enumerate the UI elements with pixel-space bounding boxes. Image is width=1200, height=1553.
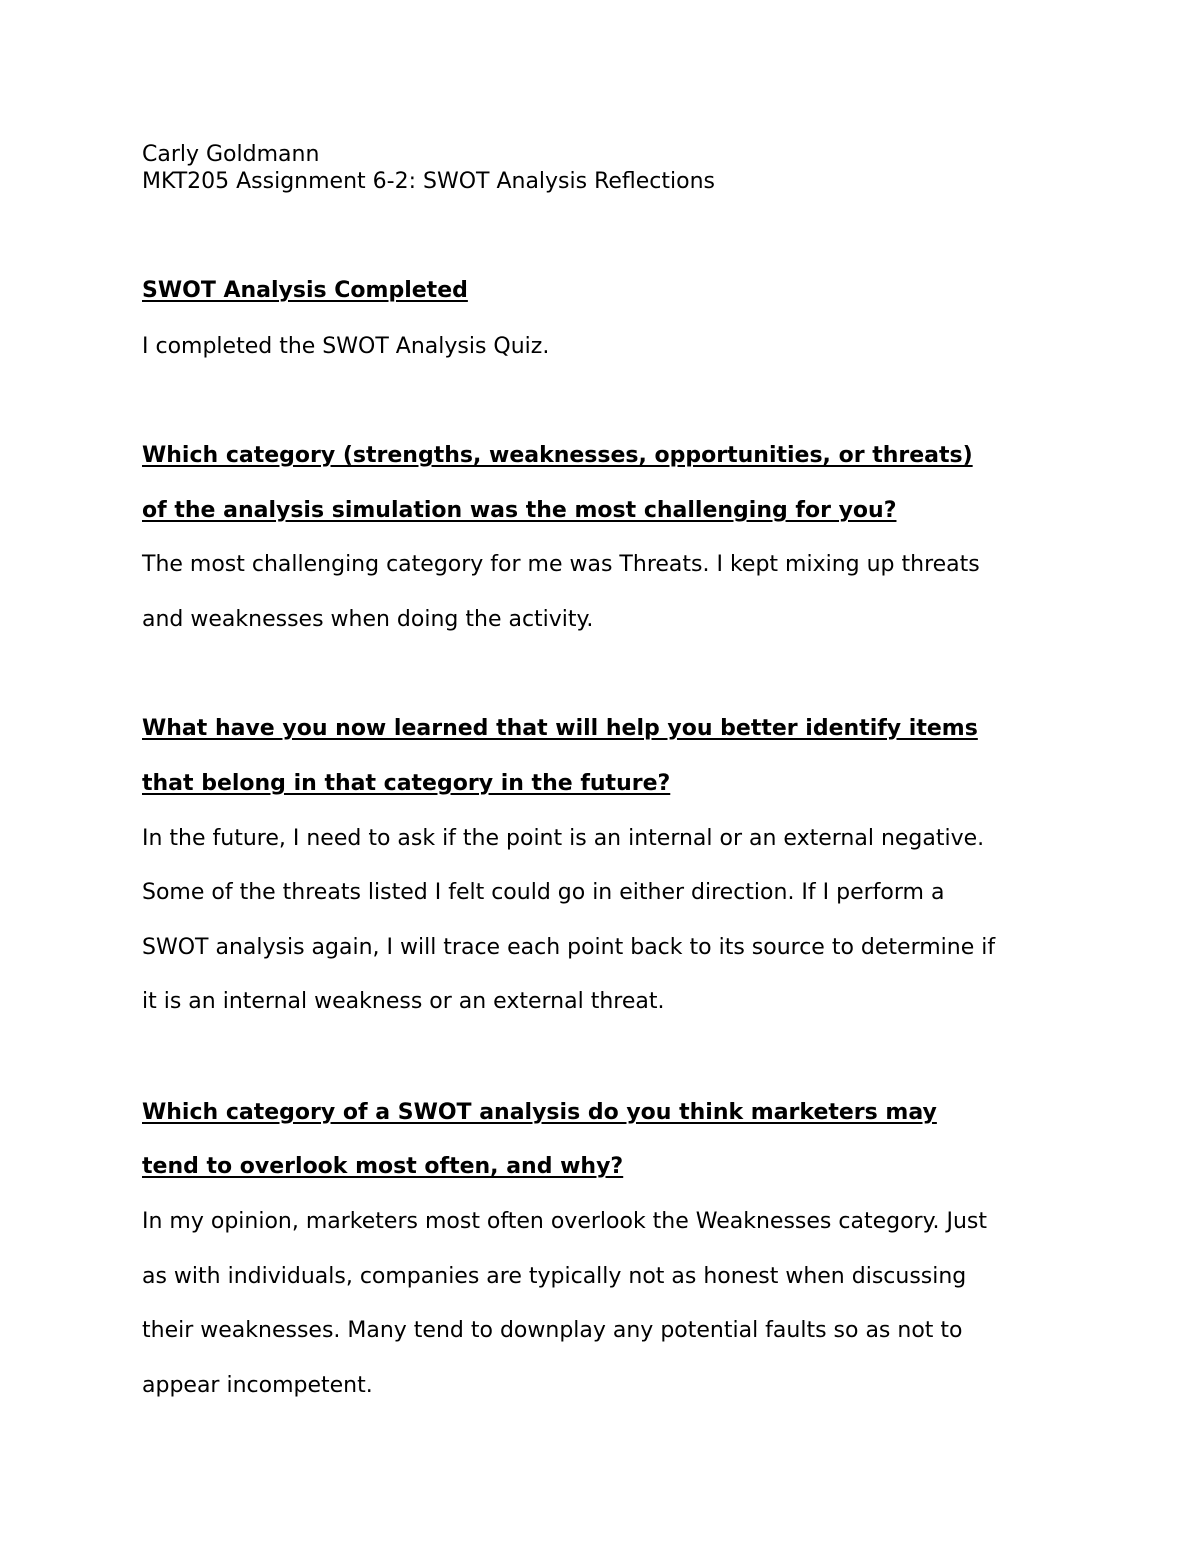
author-name: Carly Goldmann xyxy=(142,142,320,167)
section-answer: I completed the SWOT Analysis Quiz. xyxy=(142,334,550,359)
section-answer: and weaknesses when doing the activity. xyxy=(142,607,594,632)
section-answer: In my opinion, marketers most often overlook the Weaknesses category. Just xyxy=(142,1209,987,1234)
section-answer: as with individuals, companies are typically not as honest when discussing xyxy=(142,1264,967,1289)
section-heading: SWOT Analysis Completed xyxy=(142,278,468,303)
section-answer: Some of the threats listed I felt could go in either direction. If I perform a xyxy=(142,880,945,905)
section-answer: appear incompetent. xyxy=(142,1373,373,1398)
section-answer: The most challenging category for me was Threats. I kept mixing up threats xyxy=(142,552,980,577)
section-answer: SWOT analysis again, I will trace each point back to its source to determine if xyxy=(142,935,996,960)
section-heading: that belong in that category in the future? xyxy=(142,771,671,796)
assignment-title: MKT205 Assignment 6-2: SWOT Analysis Reflections xyxy=(142,169,716,194)
section-heading: of the analysis simulation was the most challenging for you? xyxy=(142,498,897,523)
section-heading: Which category of a SWOT analysis do you think marketers may xyxy=(142,1100,937,1125)
section-answer: In the future, I need to ask if the point is an internal or an external negative. xyxy=(142,826,985,851)
section-answer: it is an internal weakness or an external threat. xyxy=(142,989,665,1014)
section-heading: tend to overlook most often, and why? xyxy=(142,1154,624,1179)
section-answer: their weaknesses. Many tend to downplay any potential faults so as not to xyxy=(142,1318,963,1343)
section-heading: Which category (strengths, weaknesses, opportunities, or threats) xyxy=(142,443,973,468)
section-heading: What have you now learned that will help you better identify items xyxy=(142,716,978,741)
